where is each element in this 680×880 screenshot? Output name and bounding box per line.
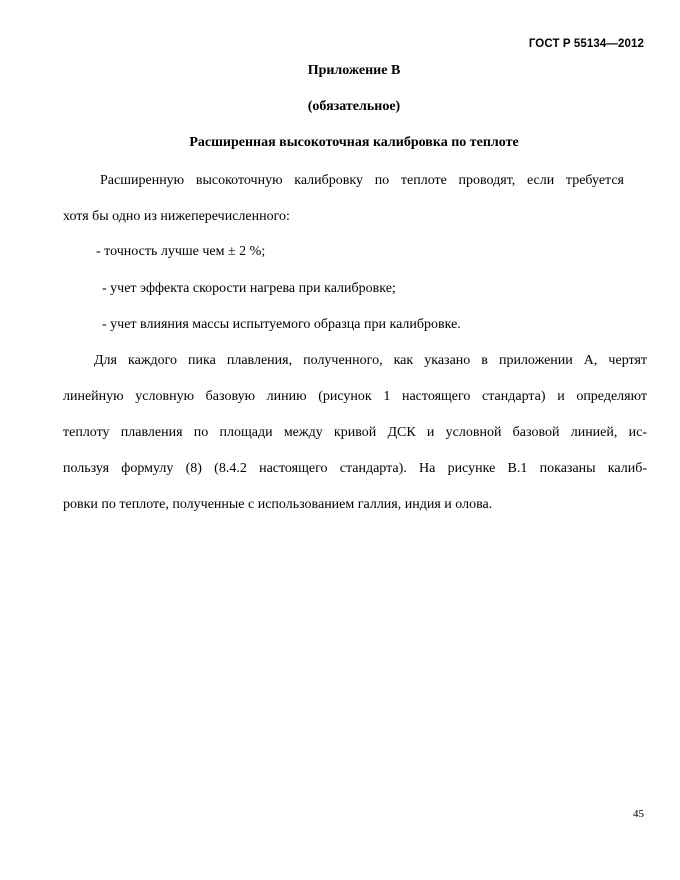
- intro-line-1: Расширенную высокоточную калибровку по теплоте проводят, если требуется: [100, 173, 624, 188]
- paragraph-line-5: ровки по теплоте, полученные с использованием галлия, индия и олова.: [63, 497, 493, 512]
- document-code: ГОСТ Р 55134—2012: [528, 38, 644, 50]
- paragraph-line-2: линейную условную базовую линию (рисунок 1 настоящего стандарта) и определяют: [63, 389, 647, 404]
- appendix-title: Приложение В: [307, 63, 401, 78]
- list-item-accuracy: - точность лучше чем ± 2 %;: [96, 244, 266, 259]
- appendix-heading: Расширенная высокоточная калибровка по теплоте: [189, 135, 519, 150]
- list-item-heating-rate: - учет эффекта скорости нагрева при калибровке;: [102, 281, 396, 296]
- paragraph-line-4: пользуя формулу (8) (8.4.2 настоящего стандарта). На рисунке В.1 показаны калиб-: [63, 461, 647, 476]
- paragraph-line-1: Для каждого пика плавления, полученного, как указано в приложении А, чертят: [94, 353, 647, 368]
- page-number: 45: [633, 808, 644, 820]
- appendix-status: (обязательное): [307, 99, 401, 114]
- list-item-sample-mass: - учет влияния массы испытуемого образца при калибровке.: [102, 317, 461, 332]
- paragraph-line-3: теплоту плавления по площади между кривой ДСК и условной базовой линией, ис-: [63, 425, 647, 440]
- intro-line-2: хотя бы одно из нижеперечисленного:: [63, 209, 290, 224]
